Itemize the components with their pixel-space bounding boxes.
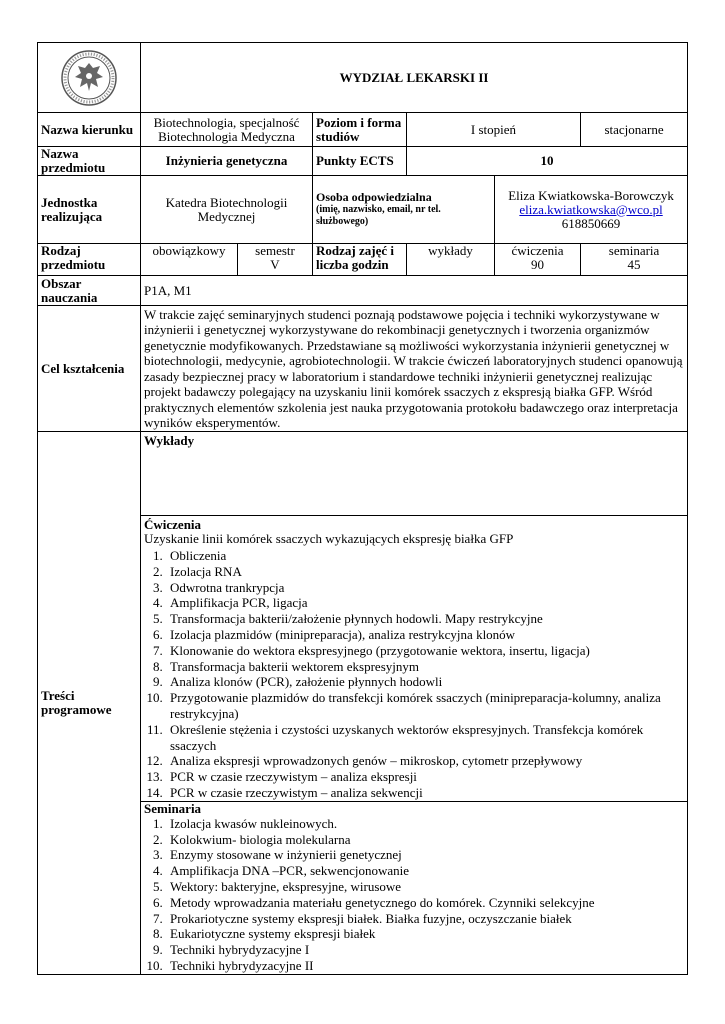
rodzaj-value: obowiązkowy — [141, 244, 238, 276]
cwiczenia-cell — [495, 244, 581, 276]
wyklady-heading: Wykłady — [141, 432, 688, 516]
cwiczenia-item: 12. Analiza ekspresji wprowadzonych genów – mikroskop, cytometr przepływowy — [166, 753, 684, 769]
osoba-sublabel: (imię, nazwisko, email, nr tel. służbowego) — [316, 204, 441, 227]
seminaria-item: 4. Amplifikacja DNA –PCR, sekwencjonowanie — [166, 863, 684, 879]
seminaria-item: 7. Prokariotyczne systemy ekspresji białek. Białka fuzyjne, oczyszczanie białek — [166, 911, 684, 927]
row-wyklady — [38, 432, 688, 516]
rodzaj-zajec-label: Rodzaj zajęć i liczba godzin — [313, 244, 407, 276]
cwiczenia-item: 6. Izolacja plazmidów (minipreparacja), analiza restrykcyjna klonów — [166, 627, 684, 643]
university-seal-icon — [60, 49, 118, 107]
header-row — [38, 43, 688, 113]
row-obszar — [38, 276, 688, 306]
osoba-phone: 618850669 — [561, 215, 621, 231]
seminaria-cell — [581, 244, 688, 276]
jednostka-value: Katedra Biotechnologii Medycznej — [141, 176, 313, 244]
cwiczenia-label: ćwiczenia — [511, 243, 564, 258]
faculty-title: WYDZIAŁ LEKARSKI II — [141, 43, 688, 113]
cwiczenia-item: 9. Analiza klonów (PCR), założenie płynnych hodowli — [166, 674, 684, 690]
seminaria-item: 5. Wektory: bakteryjne, ekspresyjne, wirusowe — [166, 879, 684, 895]
cwiczenia-item: 10. Przygotowanie plazmidów do transfekcji komórek ssaczych (minipreparacja-kolumny, analiza restrykcyjna) — [166, 690, 684, 722]
cwiczenia-item: 4. Amplifikacja PCR, ligacja — [166, 595, 684, 611]
semestr-cell — [238, 244, 313, 276]
seminaria-item: 3. Enzymy stosowane w inżynierii genetycznej — [166, 847, 684, 863]
obszar-value: P1A, M1 — [141, 276, 688, 306]
osoba-label-cell — [313, 176, 495, 244]
cwiczenia-item: 13. PCR w czasie rzeczywistym – analiza ekspresji — [166, 769, 684, 785]
poziom-label: Poziom i forma studiów — [313, 113, 407, 147]
osoba-value-cell — [495, 176, 688, 244]
kierunek-value: Biotechnologia, specjalność Biotechnologia Medyczna — [141, 113, 313, 147]
seal-cell — [38, 43, 141, 113]
seminaria-item: 2. Kolokwium- biologia molekularna — [166, 832, 684, 848]
przedmiot-label: Nazwa przedmiotu — [38, 147, 141, 176]
row-jednostka — [38, 176, 688, 244]
rodzaj-label: Rodzaj przedmiotu — [38, 244, 141, 276]
seminaria-content — [141, 801, 688, 974]
seminaria-item: 9. Techniki hybrydyzacyjne I — [166, 942, 684, 958]
cwiczenia-item: 7. Klonowanie do wektora ekspresyjnego (przygotowanie wektora, insertu, ligacja) — [166, 643, 684, 659]
seminaria-item: 1. Izolacja kwasów nukleinowych. — [166, 816, 684, 832]
osoba-name: Eliza Kwiatkowska-Borowczyk — [508, 187, 674, 203]
przedmiot-value: Inżynieria genetyczna — [141, 147, 313, 176]
tresci-label: Treści programowe — [38, 432, 141, 975]
semestr-label: semestr — [255, 243, 295, 258]
cwiczenia-item: 14. PCR w czasie rzeczywistym – analiza sekwencji — [166, 785, 684, 801]
seminaria-hours: 45 — [627, 257, 641, 272]
cwiczenia-intro: Uzyskanie linii komórek ssaczych wykazujących ekspresję białka GFP — [144, 531, 514, 546]
cwiczenia-item: 8. Transformacja bakterii wektorem ekspresyjnym — [166, 659, 684, 675]
seminaria-heading: Seminaria — [144, 800, 202, 816]
wyklady-label: wykłady — [407, 244, 495, 276]
seminaria-item: 10. Techniki hybrydyzacyjne II — [166, 958, 684, 974]
cwiczenia-item: 2. Izolacja RNA — [166, 564, 684, 580]
row-cel — [38, 306, 688, 432]
seminaria-item: 8. Eukariotyczne systemy ekspresji białek — [166, 926, 684, 942]
cwiczenia-item: 5. Transformacja bakterii/założenie płynnych hodowli. Mapy restrykcyjne — [166, 611, 684, 627]
cwiczenia-item: 11. Określenie stężenia i czystości uzyskanych wektorów ekspresyjnych. Transfekcja komórek ssaczych — [166, 722, 684, 754]
row-przedmiot — [38, 147, 688, 176]
osoba-email-link[interactable]: eliza.kwiatkowska@wco.pl — [519, 201, 663, 217]
row-kierunek — [38, 113, 688, 147]
ects-value: 10 — [407, 147, 688, 176]
cel-label: Cel kształcenia — [38, 306, 141, 432]
syllabus-table — [37, 42, 688, 975]
seminaria-list — [144, 816, 684, 974]
cwiczenia-item: 3. Odwrotna trankrypcja — [166, 580, 684, 596]
kierunek-label: Nazwa kierunku — [38, 113, 141, 147]
seminaria-item: 6. Metody wprowadzania materiału genetycznego do komórek. Czynniki selekcyjne — [166, 895, 684, 911]
cwiczenia-list — [144, 548, 684, 801]
ects-label: Punkty ECTS — [313, 147, 407, 176]
semestr-value: V — [270, 257, 280, 272]
cwiczenia-item: 1. Obliczenia — [166, 548, 684, 564]
cwiczenia-heading: Ćwiczenia — [144, 517, 202, 532]
osoba-label: Osoba odpowiedzialna — [316, 190, 432, 204]
cwiczenia-content — [141, 516, 688, 802]
cwiczenia-hours: 90 — [531, 257, 544, 272]
obszar-label: Obszar nauczania — [38, 276, 141, 306]
cel-text: W trakcie zajęć seminaryjnych studenci poznają podstawowe pojęcia i techniki wykorzystywane w inżynierii i genetycznej wykorzystywane do rekombinacji genetycznych i tworzenia organizmów genetycznie modyfikowanych. Przedstawiane są możliwości wykorzystania inżynierii genetycznej w biotechnologii, medycynie, agrobiotechnologii. W trakcie ćwiczeń laboratoryjnych studenci opanowują zasady bezpiecznej pracy w laboratorium i standardowe techniki inżynierii genetycznej realizując projekt badawczy polegający na uzyskaniu linii komórek ssaczych z ekspresją białka GFP. Wśród praktycznych elementów szkolenia jest nauka przygotowania protokołu badawczego oraz interpretacja wyników eksperymentów. — [141, 306, 688, 432]
poziom-value: I stopień — [407, 113, 581, 147]
row-rodzaj — [38, 244, 688, 276]
forma-value: stacjonarne — [581, 113, 688, 147]
seminaria-label: seminaria — [608, 243, 660, 258]
jednostka-label: Jednostka realizująca — [38, 176, 141, 244]
